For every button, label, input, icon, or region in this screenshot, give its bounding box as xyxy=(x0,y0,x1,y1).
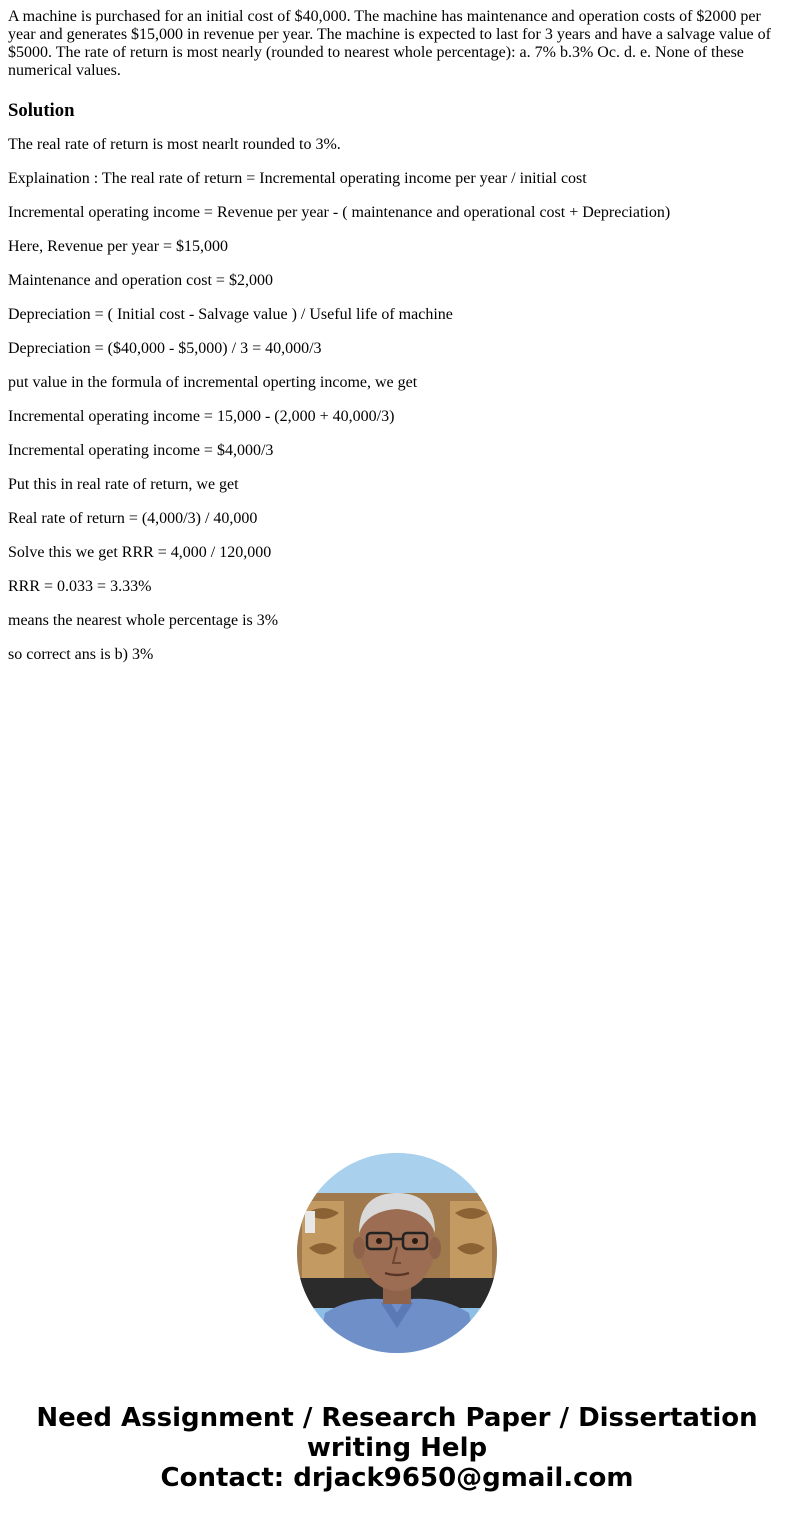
question-text: A machine is purchased for an initial cost of $40,000. The machine has maintenance and operation costs of $2000 per year and generates $15,000 in revenue per year. The machine is expected to last for 3 years and have a salvage value of $5000. The rate of return is most nearly (rounded to nearest whole percentage): a. 7% b.3% Oc. d. e. None of these numerical values. xyxy=(8,8,771,79)
solution-step: Depreciation = ($40,000 - $5,000) / 3 = 40,000/3 xyxy=(8,340,322,357)
solution-step: Incremental operating income = Revenue per year - ( maintenance and operational cost + Depreciation) xyxy=(8,204,671,221)
solution-step: The real rate of return is most nearlt rounded to 3%. xyxy=(8,136,341,153)
solution-step: Depreciation = ( Initial cost - Salvage value ) / Useful life of machine xyxy=(8,306,453,323)
solution-step: Put this in real rate of return, we get xyxy=(8,476,239,493)
solution-step: so correct ans is b) 3% xyxy=(8,646,154,663)
solution-heading: Solution xyxy=(8,100,75,121)
promo-line: writing Help xyxy=(306,1433,488,1463)
solution-step: Here, Revenue per year = $15,000 xyxy=(8,238,229,255)
solution-step: RRR = 0.033 = 3.33% xyxy=(8,578,152,595)
solution-step: Explaination : The real rate of return = Incremental operating income per year / initial cost xyxy=(8,170,587,187)
document-content xyxy=(8,8,786,680)
promo-banner xyxy=(0,1403,794,1493)
author-avatar xyxy=(297,1153,497,1353)
solution-step: Solve this we get RRR = 4,000 / 120,000 xyxy=(8,544,272,561)
solution-step: Incremental operating income = 15,000 - (2,000 + 40,000/3) xyxy=(8,408,395,425)
author-portrait xyxy=(297,1153,497,1353)
solution-step: Real rate of return = (4,000/3) / 40,000 xyxy=(8,510,258,527)
solution-step: put value in the formula of incremental operting income, we get xyxy=(8,374,418,391)
solution-step: means the nearest whole percentage is 3% xyxy=(8,612,279,629)
solution-step: Maintenance and operation cost = $2,000 xyxy=(8,272,273,289)
solution-steps xyxy=(8,136,786,664)
promo-line: Need Assignment / Research Paper / Dissertation xyxy=(36,1403,758,1433)
promo-contact: Contact: drjack9650@gmail.com xyxy=(160,1463,634,1493)
solution-step: Incremental operating income = $4,000/3 xyxy=(8,442,274,459)
